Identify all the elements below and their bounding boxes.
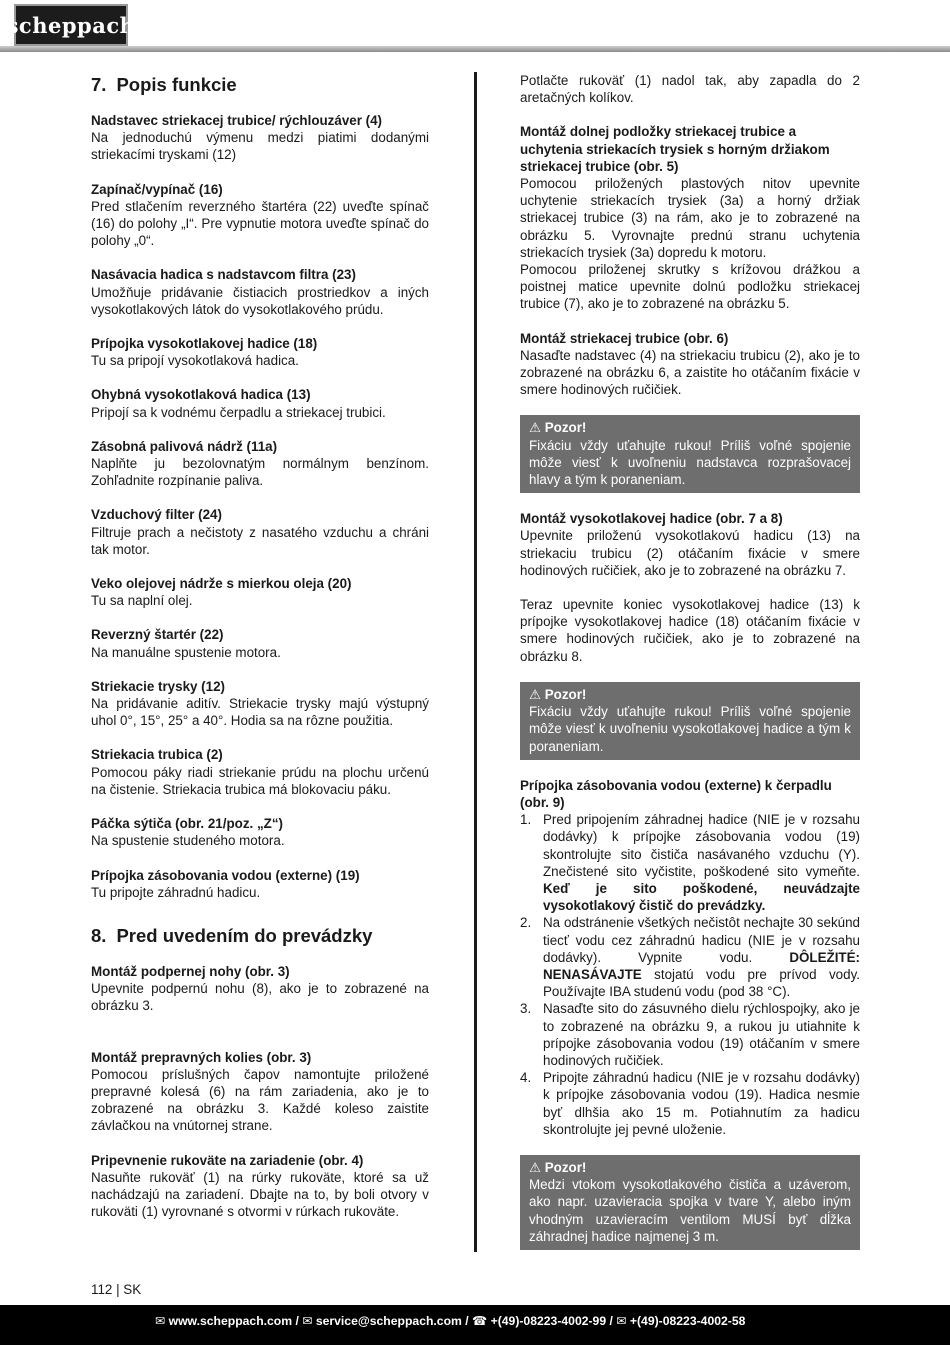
chapter-7-heading xyxy=(91,74,429,96)
section-heading: Veko olejovej nádrže s mierkou oleja (20) xyxy=(91,576,352,592)
section-text: Pomocou páky riadi striekanie prúdu na plochu určenú na čistenie. Striekacia trubica má blokovaciu páku. xyxy=(91,764,429,797)
section-heading: Striekacie trysky (12) xyxy=(91,678,225,694)
footer-contact: ✉ www.scheppach.com / ✉ service@scheppach.com / ☎ +(49)-08223-4002-99 / ✉ +(49)-08223-4002-58 xyxy=(155,1314,746,1328)
header-band xyxy=(0,46,950,52)
page-separator: | xyxy=(116,1282,124,1297)
chapter-title: Pred uvedením do prevádzky xyxy=(116,924,373,946)
section-text: Tu sa pripojí vysokotlaková hadica. xyxy=(91,353,299,369)
page-number-value: 112 xyxy=(91,1282,113,1297)
section-text: Pomocou priložených plastových nitov upevnite uchytenie striekacích trysiek (3a) a horný držiak striekacej trubice (3) na rám, ako je to zobrazené na obrázku 5. Vyrovnajte prednú stranu uchytenia striekacích trysiek (3a) dopredu k motoru. xyxy=(520,176,860,260)
step-number: 3. xyxy=(520,1001,532,1017)
step-text: Pred pripojením záhradnej hadice (NIE je v rozsahu dodávky) k prípojke zásobovania vodou (19) skontrolujte sito čističa nasávaného vzduchu (Y). Znečistené sito vyčistite, poškodené sito vymeňte. xyxy=(543,812,860,879)
page-number xyxy=(91,1282,141,1297)
section-heading: Montáž dolnej podložky striekacej trubice a uchytenia striekacích trysiek s horným držiakom striekacej trubice (obr. 5) xyxy=(520,124,830,174)
warning-text: Fixáciu vždy uťahujte rukou! Príliš voľné spojenie môže viesť k uvoľneniu nadstavca rozprašovacej hlavy a tým k poraneniam. xyxy=(529,437,851,488)
right-column xyxy=(520,72,860,1267)
list-item xyxy=(520,1000,860,1069)
section-block xyxy=(520,777,860,1138)
section-heading: Prípojka zásobovania vodou (externe) (19) xyxy=(91,867,360,883)
section-text: Filtruje prach a nečistoty z nasatého vzduchu a chráni tak motor. xyxy=(91,524,429,557)
brand-logo xyxy=(6,4,136,46)
section-text: Naplňte ju bezolovnatým normálnym benzínom. Zohľadnite rozpínanie paliva. xyxy=(91,456,429,489)
section-block xyxy=(91,438,429,490)
section-heading: Nadstavec striekacej trubice/ rýchlouzáver (4) xyxy=(91,113,383,128)
step-text: Na odstránenie všetkých nečistôt nechajte 30 sekúnd tiecť vodu cez záhradnú hadicu (NIE je v rozsahu dodávky). Vypnite vodu. xyxy=(543,915,860,965)
section-text: Pripojí sa k vodnému čerpadlu a striekacej trubici. xyxy=(91,404,386,420)
section-heading: Montáž podpernej nohy (obr. 3) xyxy=(91,963,290,979)
section-block xyxy=(520,123,860,312)
chapter-8-heading xyxy=(91,925,429,947)
warning-box xyxy=(520,682,860,760)
section-heading: Striekacia trubica (2) xyxy=(91,747,223,763)
page-footer xyxy=(0,1305,950,1345)
section-text: Teraz upevnite koniec vysokotlakovej hadice (13) k prípojke vysokotlakovej hadice (18) otáčaním fixácie v smere hodinových ručičiek, ako je to zobrazené na obrázku 8. xyxy=(520,597,860,664)
section-block xyxy=(91,678,429,730)
intro-block xyxy=(520,72,860,106)
section-heading: Zapínač/vypínač (16) xyxy=(91,181,223,197)
step-text: Pripojte záhradnú hadicu (NIE je v rozsahu dodávky) k prípojke zásobovania vodou (19). Hadica nesmie byť dlhšia ako 15 m. Potiahnutím za hadicu skontrolujte jej pevné uloženie. xyxy=(543,1070,860,1137)
intro-text: Potlačte rukoväť (1) nadol tak, aby zapadla do 2 aretačných kolíkov. xyxy=(520,73,860,106)
section-block xyxy=(91,575,429,609)
chapter-title: Popis funkcie xyxy=(116,74,237,95)
left-column xyxy=(91,72,429,1237)
section-heading: Nasávacia hadica s nadstavcom filtra (23) xyxy=(91,267,356,283)
list-item xyxy=(520,811,860,914)
section-block xyxy=(91,626,429,660)
section-block xyxy=(520,330,860,399)
section-heading: Montáž prepravných kolies (obr. 3) xyxy=(91,1049,312,1065)
section-heading: Montáž striekacej trubice (obr. 6) xyxy=(520,330,729,346)
list-item xyxy=(520,914,860,1000)
warning-title: ⚠ Pozor! xyxy=(529,686,587,702)
section-text: Nasuňte rukoväť (1) na rúrky rukoväte, ktoré sa už nachádzajú na zariadení. Dbajte na to, by boli otvory v rukoväti (1) vyrovnané s otvormi v rúrkach rukoväte. xyxy=(91,1169,429,1220)
section-block xyxy=(91,335,429,369)
step-text: Nasaďte sito do zásuvného dielu rýchlospojky, ako je to zobrazené na obrázku 9, a rukou ju utiahnite k prípojke zásobovania vodou (19) otáčaním v smere hodinových ručičiek. xyxy=(543,1001,860,1068)
section-block xyxy=(91,112,429,164)
page-header xyxy=(0,0,950,58)
list-item xyxy=(520,1069,860,1138)
warning-text: Fixáciu vždy uťahujte rukou! Príliš voľné spojenie môže viesť k uvoľneniu vysokotlakovej hadice a tým k poraneniam. xyxy=(529,704,851,754)
step-text-after: stojatú vodu pre prívod vody. Používajte IBA studenú vodu (pod 38 °C). xyxy=(543,966,860,1000)
warning-title: ⚠ Pozor! xyxy=(529,1159,587,1175)
step-number: 2. xyxy=(520,915,532,931)
section-block xyxy=(91,815,429,849)
section-text: Nasaďte nadstavec (4) na striekaciu trubicu (2), ako je to zobrazené na obrázku 6, a zaistite ho otáčaním fixácie v smere hodinových ručičiek. xyxy=(520,347,860,398)
section-text: Tu pripojte záhradnú hadicu. xyxy=(91,884,261,900)
section-block xyxy=(91,867,429,901)
section-text: Tu sa naplní olej. xyxy=(91,593,193,609)
section-block xyxy=(91,963,429,1015)
section-block xyxy=(91,506,429,558)
section-block xyxy=(91,266,429,318)
section-block xyxy=(91,386,429,420)
section-text: Upevnite podpernú nohu (8), ako je to zobrazené na obrázku 3. xyxy=(91,981,429,1014)
section-text: Pred stlačením reverzného štartéra (22) uveďte spínač (16) do polohy „I“. Pre vypnutie motora uveďte spínač do polohy „0“. xyxy=(91,198,429,249)
step-number: 4. xyxy=(520,1070,532,1086)
section-block xyxy=(91,1049,429,1135)
warning-title: ⚠ Pozor! xyxy=(529,420,587,436)
section-text: Pomocou priloženej skrutky s krížovou drážkou a poistnej matice upevnite dolnú podložku striekacej trubice (7), ako je to zobrazené na obrázku 5. xyxy=(520,262,860,312)
warning-box xyxy=(520,1155,860,1250)
section-block xyxy=(91,1152,429,1221)
section-heading: Páčka sýtiča (obr. 21/poz. „Z“) xyxy=(91,816,283,832)
warning-text: Medzi vtokom vysokotlakového čističa a uzáverom, ako napr. uzavieracia spojka v tvare Y, alebo iným vhodným uzavieracím ventilom MUSÍ byť dĺžka záhradnej hadice najmenej 3 m. xyxy=(529,1177,851,1244)
section-heading: Prípojka vysokotlakovej hadice (18) xyxy=(91,336,318,352)
section-text: Upevnite priloženú vysokotlakovú hadicu (13) na striekaciu trubicu (2) otáčaním fixácie v smere hodinových ručičiek, ako je to zobrazené na obrázku 7. xyxy=(520,528,860,578)
section-heading: Pripevnenie rukoväte na zariadenie (obr. 4) xyxy=(91,1152,364,1168)
section-heading: Reverzný štartér (22) xyxy=(91,627,224,643)
section-block xyxy=(520,510,860,665)
step-number: 1. xyxy=(520,812,532,828)
section-block xyxy=(91,746,429,798)
section-text: Umožňuje pridávanie čistiacich prostriedkov a iných vysokotlakových látok do vysokotlakového prúdu. xyxy=(91,284,429,317)
section-heading: Ohybná vysokotlaková hadica (13) xyxy=(91,387,311,403)
column-divider xyxy=(474,72,477,1252)
section-heading: Prípojka zásobovania vodou (externe) k čerpadlu (obr. 9) xyxy=(520,777,832,810)
page-language: SK xyxy=(123,1282,142,1297)
steps-list xyxy=(520,811,860,1138)
section-block xyxy=(91,181,429,250)
warning-box xyxy=(520,415,860,493)
section-text: Na pridávanie aditív. Striekacie trysky majú výstupný uhol 0°, 15°, 25° a 40°. Hodia sa na rôzne použitia. xyxy=(91,696,429,729)
section-heading: Vzduchový filter (24) xyxy=(91,507,222,523)
section-text: Na manuálne spustenie motora. xyxy=(91,644,281,660)
step-bold-text: Keď je sito poškodené, neuvádzajte vysokotlakový čistič do prevádzky. xyxy=(543,880,860,914)
section-text: Pomocou príslušných čapov namontujte priložené prepravné kolesá (6) na rám zariadenia, ako je to zobrazené na obrázku 3. Každé koleso zaistite závlačkou na vnútornej strane. xyxy=(91,1066,429,1134)
section-heading: Zásobná palivová nádrž (11a) xyxy=(91,438,278,454)
chapter-number: 8. xyxy=(91,924,107,946)
logo-text: scheppach xyxy=(6,12,136,38)
step-bold-text: DÔLEŽITÉ: NENASÁVAJTE xyxy=(543,949,860,982)
chapter-number: 7. xyxy=(91,74,107,95)
section-text: Na spustenie studeného motora. xyxy=(91,833,285,849)
section-heading: Montáž vysokotlakovej hadice (obr. 7 a 8) xyxy=(520,511,783,527)
section-text: Na jednoduchú výmenu medzi piatimi dodanými striekacími tryskami (12) xyxy=(91,130,429,163)
